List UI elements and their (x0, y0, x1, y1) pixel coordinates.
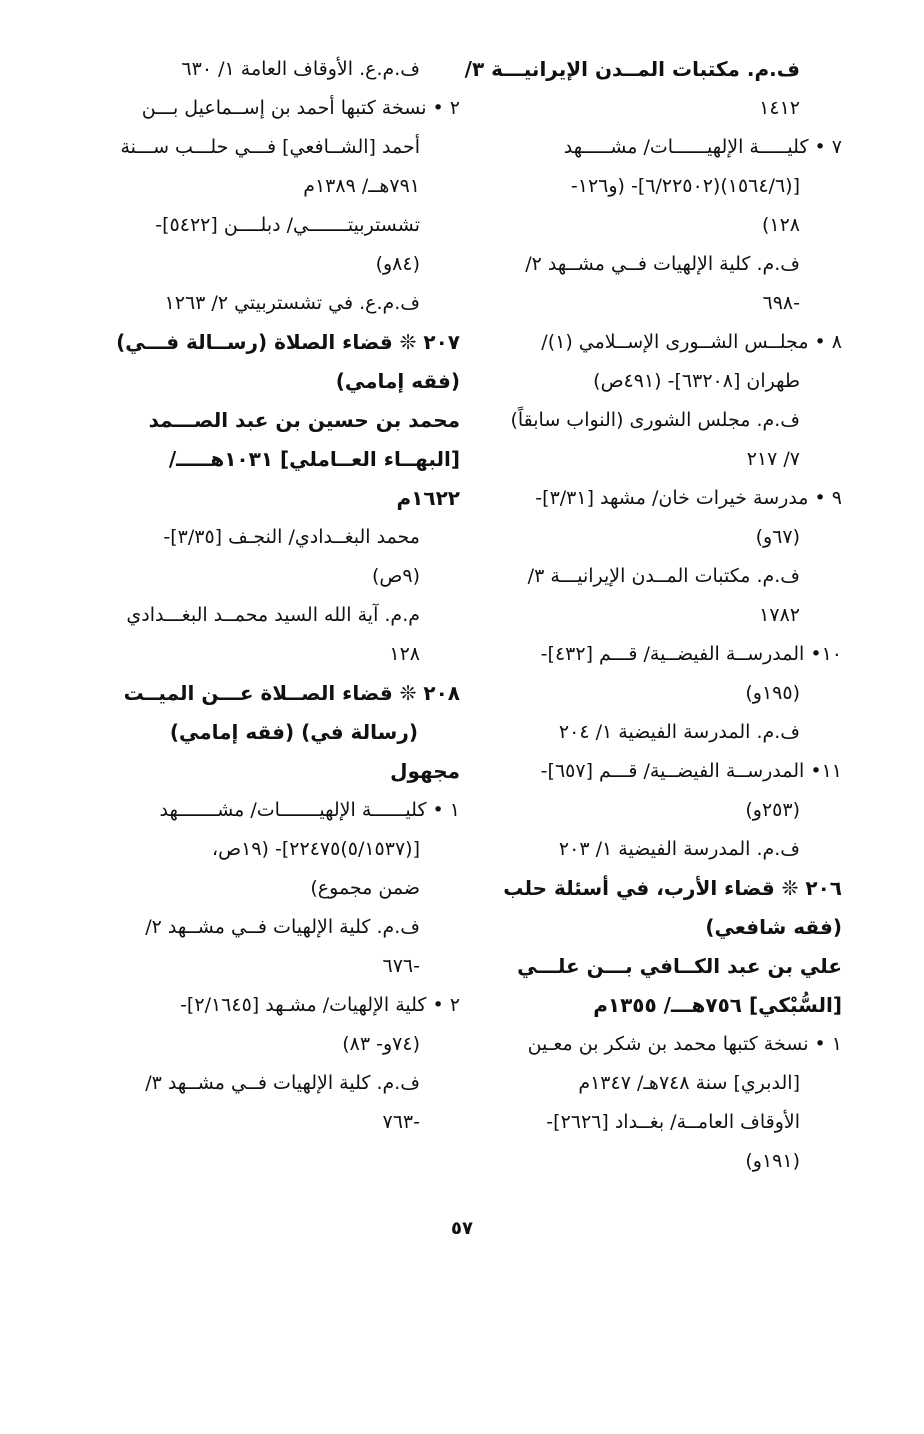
text-line: ف.م. مجلس الشورى (النواب سابقاً) (510, 409, 800, 431)
text-line: ١٢٨ (389, 643, 420, 665)
text-line: -٦٧٦ (382, 955, 420, 977)
text-line: الأوقاف العامــة/ بغــداد [٢٦٢٦]- (546, 1111, 800, 1133)
text-line: ضمن مجموع) (310, 877, 420, 899)
text-line: -٦٩٨ (762, 292, 800, 314)
text-line: م.م. آية الله السيد محمــد البغـــدادي (126, 604, 420, 626)
text-line: [(٥/١٥٣٧)٢٢٤٧٥]- (١٩ص، (212, 838, 420, 860)
text-line: (٩ص) (371, 565, 420, 587)
text-line: ٢٠٦ ❊ قضاء الأرب، في أسئلة حلب (503, 876, 842, 900)
text-line: ف.م.ع. في تشستربيتي ٢/ ١٢٦٣ (164, 292, 420, 314)
text-line: [البهــاء العــاملي] ١٠٣١هـــــ/ (168, 447, 460, 471)
text-line: ٢٠٧ ❊ قضاء الصلاة (رســالة فـــي) (116, 330, 460, 354)
text-line: ١١• المدرســة الفيضــية/ قـــم [٦٥٧]- (540, 760, 842, 782)
text-line: ١٠• المدرســة الفيضــية/ قـــم [٤٣٢]- (540, 643, 842, 665)
text-line: ف.م. كلية الإلهيات فــي مشــهد ٢/ (525, 253, 800, 275)
text-line: (٦٧و) (755, 526, 800, 548)
text-line: ١٦٢٢م (396, 486, 460, 510)
text-line: (٨٤و) (375, 253, 420, 275)
text-line: ف.م. مكتبات المــدن الإيرانيـــة ٣/ (464, 57, 800, 81)
text-line: (فقه شافعي) (705, 915, 842, 939)
text-line: ف.م.ع. الأوقاف العامة ١/ ٦٣٠ (181, 58, 420, 80)
page-number: ٥٧ (451, 1218, 473, 1239)
text-line: ١٧٨٢ (759, 604, 800, 626)
text-line: ١٤١٢ (759, 97, 800, 119)
text-line: [(١٥٦٤/٦)(٦/٢٢٥٠٢]- (و١٢٦- (570, 175, 800, 197)
text-line: (فقه إمامي) (335, 369, 460, 393)
text-line: [الدبري] سنة ٧٤٨هـ/ ١٣٤٧م (578, 1072, 800, 1094)
text-line: علي بن عبد الكــافي بـــن علـــي (517, 954, 842, 978)
text-line: ١ • كليــــــة الإلهيـــــــات/ مشـــــــهد (159, 799, 460, 821)
text-line: ف.م. مكتبات المــدن الإيرانيـــة ٣/ (527, 565, 800, 587)
left-column (100, 50, 460, 1142)
text-line: ٧٩١هــ/ ١٣٨٩م (303, 175, 420, 197)
text-line: ف.م. كلية الإلهيات فــي مشــهد ٢/ (145, 916, 420, 938)
text-line: محمد بن حسين بن عبد الصـــمد (148, 408, 460, 432)
text-line: ٩ • مدرسة خيرات خان/ مشهد [٣/٣١]- (535, 487, 842, 509)
text-line: ٧ • كليـــــة الإلهيــــــات/ مشـــــهد (563, 136, 842, 158)
text-line: (رسالة في) (فقه إمامي) (169, 720, 418, 744)
text-line: مجهول (390, 759, 460, 783)
text-line: [السُّبْكي] ٧٥٦هـــ/ ١٣٥٥م (593, 993, 842, 1017)
right-column (464, 50, 842, 1181)
text-line: ٨ • مجلــس الشــورى الإســلامي (١)/ (541, 331, 842, 353)
text-line: (٧٤و- ٨٣) (342, 1033, 420, 1055)
text-line: طهران [٦٣٢٠٨]- (٤٩١ص) (593, 370, 800, 392)
text-line: ١ • نسخة كتبها محمد بن شكر بن معـين (527, 1033, 842, 1055)
text-line: ٧/ ٢١٧ (746, 448, 800, 470)
text-line: محمد البغــدادي/ النجـف [٣/٣٥]- (163, 526, 420, 548)
text-line: ١٢٨) (761, 214, 800, 236)
text-line: ف.م. المدرسة الفيضية ١/ ٢٠٤ (558, 721, 800, 743)
text-line: (١٩٥و) (745, 682, 800, 704)
text-line: -٧٦٣ (382, 1111, 420, 1133)
text-line: (١٩١و) (745, 1150, 800, 1172)
text-line: تشستربيتـــــــي/ دبلــــن [٥٤٢٢]- (155, 214, 420, 236)
text-line: ٢ • كلية الإلهيات/ مشـهد [٢/١٦٤٥]- (180, 994, 460, 1016)
text-line: ف.م. المدرسة الفيضية ١/ ٢٠٣ (558, 838, 800, 860)
text-line: ٢ • نسخة كتبها أحمد بن إســماعيل بـــن (141, 97, 460, 119)
text-line: أحمد [الشــافعي] فـــي حلـــب ســـنة (120, 136, 420, 158)
text-line: (٢٥٣و) (745, 799, 800, 821)
text-line: ف.م. كلية الإلهيات فــي مشــهد ٣/ (145, 1072, 420, 1094)
text-line: ٢٠٨ ❊ قضاء الصــلاة عـــن الميــت (123, 681, 460, 705)
